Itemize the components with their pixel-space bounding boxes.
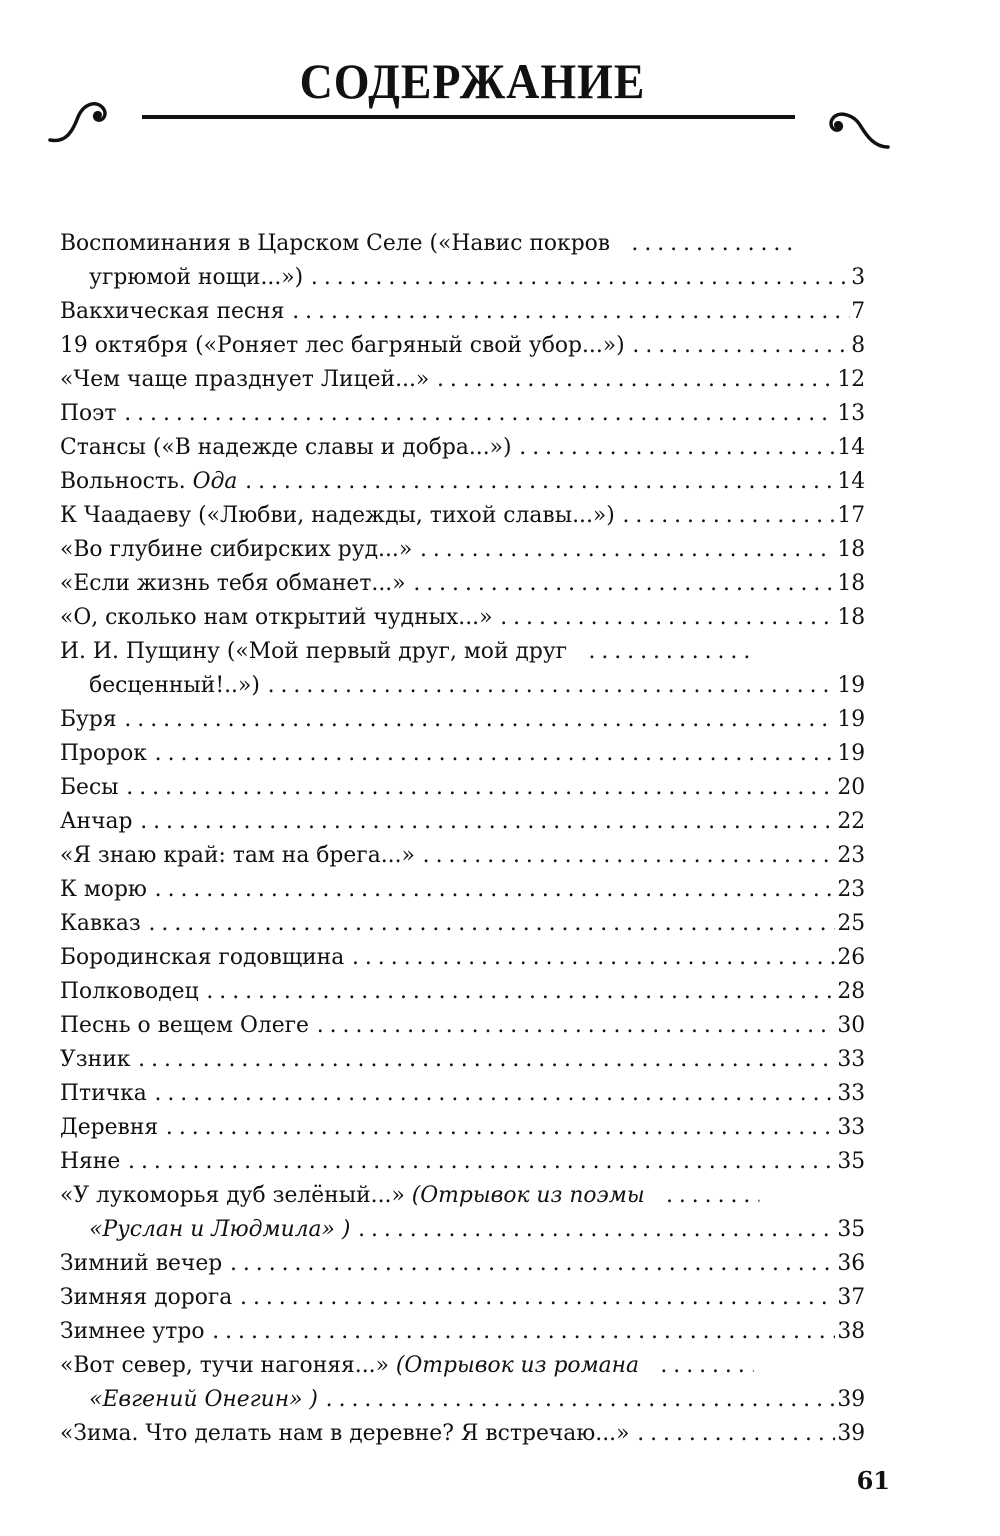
toc-entry-title — [60, 804, 132, 838]
toc-entry[interactable] — [60, 226, 865, 260]
toc-entry-text: Деревня — [60, 1114, 159, 1140]
toc-page-number: 18 — [837, 604, 866, 630]
toc-page-number: 36 — [837, 1250, 866, 1276]
dot-leader — [311, 260, 849, 294]
toc-entry-title — [60, 498, 615, 532]
toc-entry-text: К морю — [60, 876, 147, 902]
toc-entry-text: Песнь о вещем Олеге — [60, 1012, 309, 1038]
toc-page-number: 33 — [837, 1080, 866, 1106]
toc-entry-title — [60, 566, 406, 600]
dot-leader — [423, 838, 836, 872]
toc-entry-title — [60, 1416, 629, 1450]
toc-entry-title — [60, 464, 237, 498]
toc-entry-title — [60, 328, 625, 362]
toc-page-number: 19 — [837, 740, 866, 766]
toc-entry[interactable] — [60, 464, 865, 498]
dot-leader — [660, 1348, 753, 1382]
dot-leader — [206, 974, 835, 1008]
dot-leader — [317, 1008, 836, 1042]
toc-entry-title — [60, 362, 429, 396]
right-scroll-icon — [831, 114, 888, 147]
toc-entry[interactable] — [60, 770, 865, 804]
dot-leader — [352, 940, 835, 974]
toc-entry-text: Стансы («В надежде славы и добра...») — [60, 434, 512, 460]
dot-leader — [245, 464, 835, 498]
toc-entry[interactable] — [60, 1076, 865, 1110]
toc-page-number: 3 — [851, 264, 866, 290]
dot-leader — [588, 634, 748, 668]
dot-leader — [155, 736, 836, 770]
toc-entry[interactable] — [60, 1246, 865, 1280]
toc-entry[interactable] — [60, 940, 865, 974]
toc-entry-title — [60, 532, 412, 566]
toc-entry[interactable] — [60, 1280, 865, 1314]
toc-entry-continuation[interactable] — [60, 1382, 865, 1416]
toc-page-number: 26 — [837, 944, 866, 970]
toc-entry[interactable] — [60, 294, 865, 328]
toc-page-number: 18 — [837, 536, 866, 562]
toc-entry[interactable] — [60, 1348, 865, 1382]
toc-entry-text: 19 октября («Роняет лес багряный свой убор...») — [60, 332, 625, 358]
toc-entry-italic: (Отрывок из романа — [395, 1352, 640, 1378]
toc-entry-italic: «Евгений Онегин» ) — [89, 1386, 318, 1412]
dot-leader — [292, 294, 849, 328]
dot-leader — [413, 566, 835, 600]
toc-entry[interactable] — [60, 566, 865, 600]
toc-page-number: 30 — [837, 1012, 866, 1038]
toc-entry-text: Анчар — [60, 808, 133, 834]
toc-entry[interactable] — [60, 634, 865, 668]
toc-entry-text: Воспоминания в Царском Селе («Навис покров — [60, 230, 611, 256]
toc-entry-text: Вакхическая песня — [60, 298, 285, 324]
toc-page-number: 33 — [837, 1046, 866, 1072]
toc-entry-title — [60, 1246, 222, 1280]
toc-page-number: 23 — [837, 842, 866, 868]
toc-entry[interactable] — [60, 396, 865, 430]
dot-leader — [637, 1416, 835, 1450]
toc-entry[interactable] — [60, 838, 865, 872]
toc-page-number: 39 — [837, 1420, 866, 1446]
toc-entry[interactable] — [60, 702, 865, 736]
toc-entry[interactable] — [60, 328, 865, 362]
dot-leader — [358, 1212, 835, 1246]
toc-page-number: 13 — [837, 400, 866, 426]
toc-entry[interactable] — [60, 736, 865, 770]
toc-entry-continuation-text: угрюмой нощи...») — [89, 264, 304, 290]
toc-entry[interactable] — [60, 1144, 865, 1178]
toc-page-number: 20 — [837, 774, 866, 800]
toc-entry-continuation[interactable] — [60, 1212, 865, 1246]
toc-entry[interactable] — [60, 906, 865, 940]
toc-entry-title — [60, 1178, 645, 1212]
dot-leader — [166, 1110, 835, 1144]
toc-page-number: 8 — [851, 332, 866, 358]
toc-entry-text: И. И. Пущину («Мой первый друг, мой друг — [60, 638, 568, 664]
dot-leader — [519, 430, 835, 464]
toc-entry-continuation-text — [89, 1382, 318, 1416]
toc-entry[interactable] — [60, 1314, 865, 1348]
toc-page-number: 14 — [837, 434, 866, 460]
dot-leader — [138, 1042, 835, 1076]
toc-entry-text: «Я знаю край: там на брега...» — [60, 842, 415, 868]
title-ornament — [40, 95, 940, 165]
toc-entry[interactable] — [60, 430, 865, 464]
dot-leader — [623, 498, 836, 532]
toc-entry-title — [60, 294, 284, 328]
toc-entry-text: Кавказ — [60, 910, 141, 936]
toc-entry-italic: Ода — [192, 468, 238, 494]
toc-entry[interactable] — [60, 1110, 865, 1144]
toc-entry-text: Птичка — [60, 1080, 147, 1106]
toc-page-number: 23 — [837, 876, 866, 902]
dot-leader — [240, 1280, 835, 1314]
toc-entry-text: Полководец — [60, 978, 199, 1004]
toc-entry-continuation[interactable] — [60, 668, 865, 702]
toc-entry-text: К Чаадаеву («Любви, надежды, тихой славы...») — [60, 502, 615, 528]
toc-page-number: 18 — [837, 570, 866, 596]
toc-entry-title — [60, 736, 147, 770]
toc-entry-title — [60, 396, 116, 430]
toc-entry-text: Бородинская годовщина — [60, 944, 345, 970]
toc-entry-text: Зимняя дорога — [60, 1284, 233, 1310]
toc-entry-title — [60, 1008, 309, 1042]
dot-leader — [154, 1076, 835, 1110]
toc-entry[interactable] — [60, 974, 865, 1008]
toc-entry-text: «Во глубине сибирских руд...» — [60, 536, 413, 562]
toc-entry[interactable] — [60, 804, 865, 838]
toc-page-number: 7 — [851, 298, 866, 324]
toc-page-number: 33 — [837, 1114, 866, 1140]
toc-entry-continuation-text — [89, 1212, 350, 1246]
toc-entry[interactable] — [60, 600, 865, 634]
toc-entry-italic: (Отрывок из поэмы — [411, 1182, 645, 1208]
toc-page-number: 28 — [837, 978, 866, 1004]
dot-leader — [666, 1178, 759, 1212]
toc-entry-title — [60, 430, 512, 464]
toc-entry-text: «У лукоморья дуб зелёный...» — [60, 1182, 405, 1208]
dot-leader — [631, 226, 791, 260]
toc-entry-title — [60, 838, 415, 872]
toc-page-number: 17 — [837, 502, 866, 528]
toc-entry[interactable] — [60, 1416, 865, 1450]
toc-entry-title — [60, 634, 567, 668]
toc-entry-text: Поэт — [60, 400, 117, 426]
toc-entry-text: Вольность. — [60, 468, 186, 494]
toc-entry-text: «О, сколько нам открытий чудных...» — [60, 604, 493, 630]
toc-entry-title — [60, 974, 199, 1008]
toc-entry-text: «Вот север, тучи нагоняя...» — [60, 1352, 389, 1378]
toc-entry-text: Пророк — [60, 740, 147, 766]
toc-entry-text: Узник — [60, 1046, 131, 1072]
toc-entry-text: «Зима. Что делать нам в деревне? Я встречаю...» — [60, 1420, 630, 1446]
left-scroll-icon — [50, 104, 105, 141]
toc-entry-title — [60, 1076, 147, 1110]
toc-page-number: 19 — [837, 706, 866, 732]
toc-entry-title — [60, 600, 492, 634]
toc-entry-title — [60, 1314, 204, 1348]
toc-entry[interactable] — [60, 1178, 865, 1212]
toc-entry[interactable] — [60, 1008, 865, 1042]
dot-leader — [437, 362, 835, 396]
dot-leader — [212, 1314, 835, 1348]
toc-entry-title — [60, 872, 147, 906]
toc-page-number: 38 — [837, 1318, 866, 1344]
dot-leader — [500, 600, 835, 634]
table-of-contents — [60, 226, 890, 1450]
dot-leader — [326, 1382, 836, 1416]
toc-entry-text: «Чем чаще празднует Лицей...» — [60, 366, 430, 392]
toc-entry-title — [60, 906, 141, 940]
toc-page-number: 19 — [837, 672, 866, 698]
toc-entry-title — [60, 702, 117, 736]
dot-leader — [230, 1246, 835, 1280]
toc-entry[interactable] — [60, 872, 865, 906]
dot-leader — [632, 328, 849, 362]
toc-entry[interactable] — [60, 532, 865, 566]
dot-leader — [140, 804, 835, 838]
toc-entry[interactable] — [60, 362, 865, 396]
toc-entry-title — [60, 1348, 639, 1382]
toc-entry-text: Буря — [60, 706, 117, 732]
dot-leader — [126, 770, 835, 804]
dot-leader — [124, 702, 835, 736]
page-number: 61 — [856, 1466, 890, 1495]
toc-entry-text: Зимний вечер — [60, 1250, 223, 1276]
toc-entry-title — [60, 1144, 120, 1178]
toc-entry-continuation[interactable] — [60, 260, 865, 294]
toc-page-number: 37 — [837, 1284, 866, 1310]
dot-leader — [124, 396, 835, 430]
toc-entry-italic: «Руслан и Людмила» ) — [89, 1216, 351, 1242]
dot-leader — [149, 906, 836, 940]
toc-entry-continuation-text: бесценный!..») — [89, 672, 260, 698]
page-title: СОДЕРЖАНИЕ — [299, 53, 646, 109]
dot-leader — [155, 872, 836, 906]
toc-entry-title — [60, 1110, 158, 1144]
toc-entry-text: Бесы — [60, 774, 119, 800]
toc-entry-text: «Если жизнь тебя обманет...» — [60, 570, 406, 596]
toc-page-number: 25 — [837, 910, 866, 936]
toc-entry[interactable] — [60, 498, 865, 532]
toc-entry-title — [60, 770, 119, 804]
toc-page-number: 35 — [837, 1216, 866, 1242]
toc-page-number: 35 — [837, 1148, 866, 1174]
toc-page-number: 39 — [837, 1386, 866, 1412]
toc-entry-title — [60, 1280, 232, 1314]
toc-entry-title — [60, 940, 344, 974]
toc-page-number: 22 — [837, 808, 866, 834]
toc-page-number: 14 — [837, 468, 866, 494]
toc-page-number: 12 — [837, 366, 866, 392]
toc-entry-title — [60, 1042, 130, 1076]
toc-entry-text: Зимнее утро — [60, 1318, 205, 1344]
toc-entry-text: Няне — [60, 1148, 121, 1174]
dot-leader — [268, 668, 836, 702]
toc-entry-title — [60, 226, 610, 260]
toc-entry[interactable] — [60, 1042, 865, 1076]
dot-leader — [128, 1144, 835, 1178]
dot-leader — [420, 532, 835, 566]
